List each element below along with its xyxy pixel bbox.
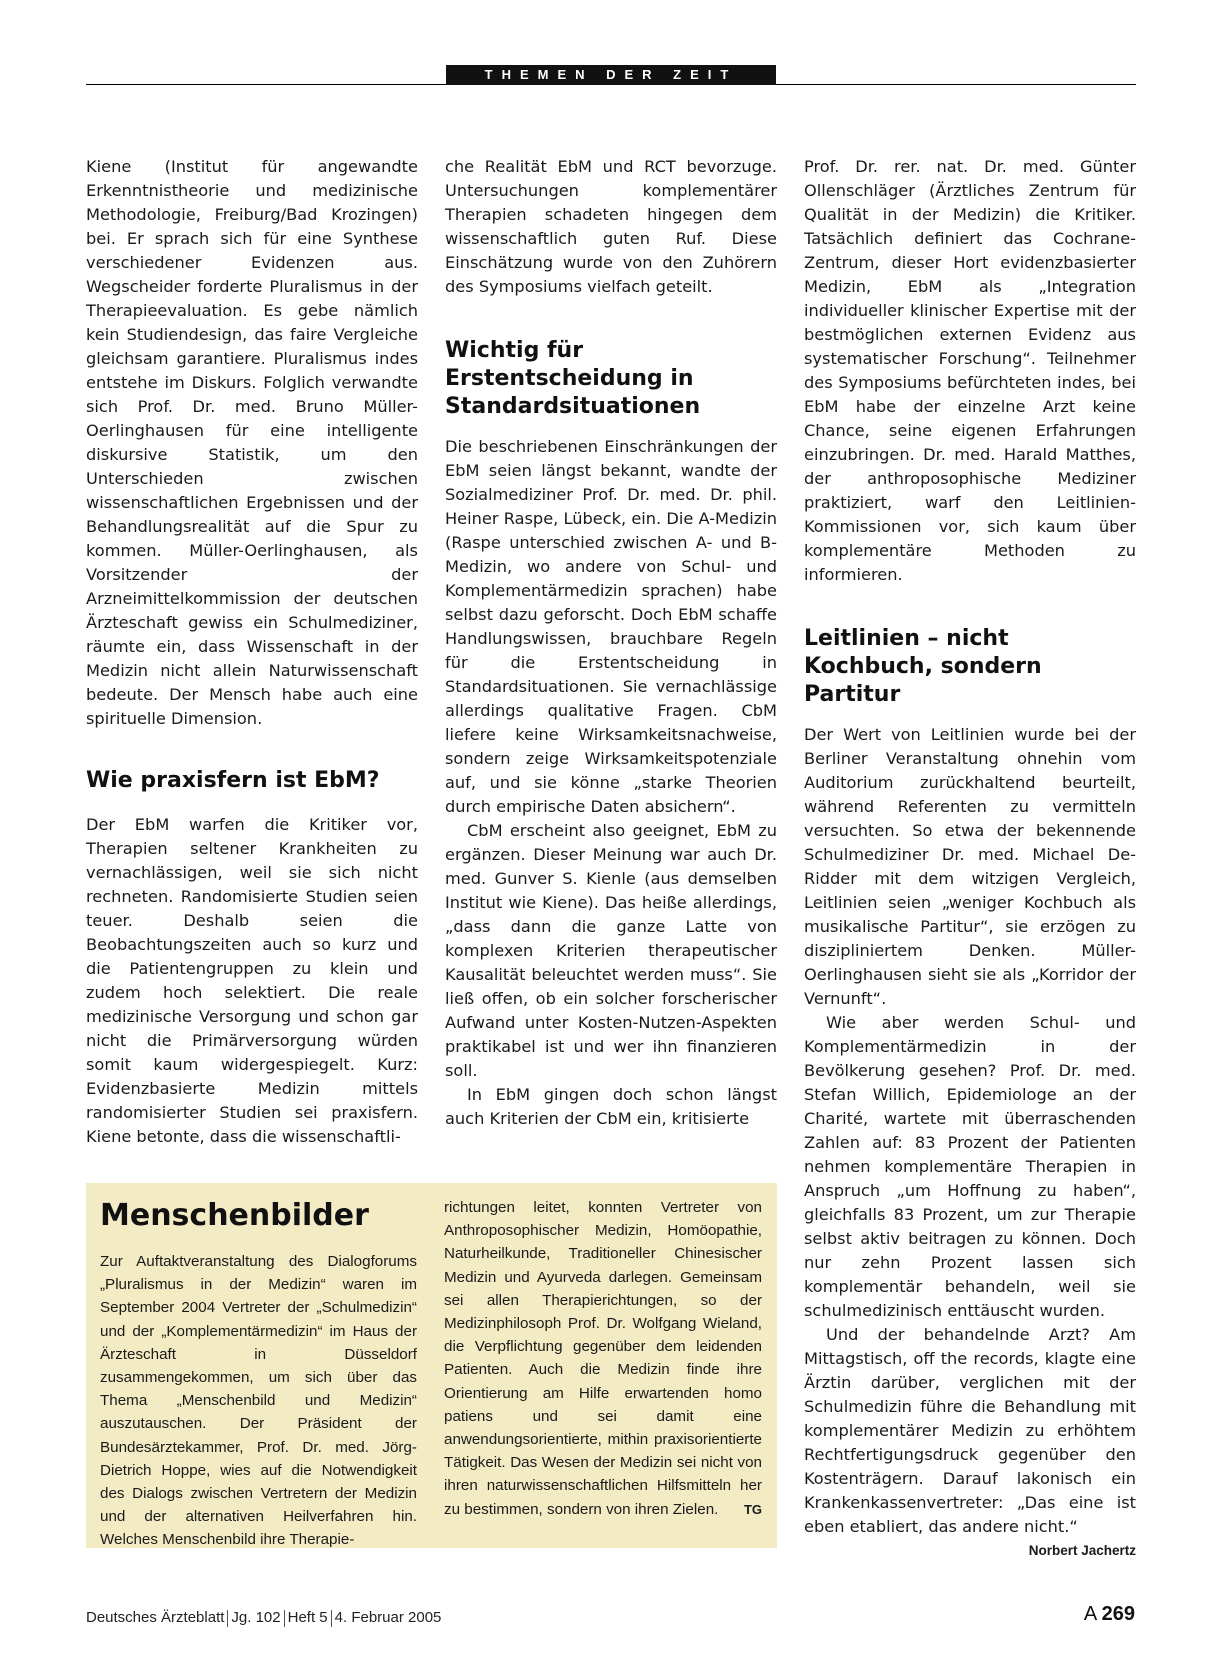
box-paragraph — [444, 1196, 762, 1521]
box-paragraph: Zur Auftaktveranstaltung des Dialogforums „Pluralismus in der Medizin“ waren im September 2004 Vertreter der „Schulmedizin“ und der „Komplementärmedizin“ im Haus der Ärzteschaft in Düsseldorf zusammengekommen, um sich über das Thema „Menschenbild und Medizin“ auszutauschen. Der Präsident der Bundesärztekammer, Prof. Dr. med. Jörg-Dietrich Hoppe, wies auf die Notwendigkeit des Dialogs zwischen Vertretern der Medizin und der alternativen Heilverfahren hin. Welches Menschenbild ihre Therapie- — [100, 1253, 417, 1549]
author-signature: Norbert Jachertz — [1028, 1543, 1136, 1558]
issue-date: 4. Februar 2005 — [334, 1609, 442, 1626]
separator — [284, 1610, 285, 1627]
paragraph: Die beschriebenen Einschränkungen der EbM seien längst bekannt, wandte der Sozialmediziner Prof. Dr. med. Dr. phil. Heiner Raspe, Lübeck, ein. Die A-Medizin (Raspe unterschied zwischen A- und B-Medizin, wo andere von Schul- und Komplementärmedizin sprachen) habe selbst dazu geforscht. Doch EbM schaffe Handlungswissen, brauchbare Regeln für die Erstentscheidung in Standardsituationen. Sie vernachlässige allerdings qualitative Fragen. CbM liefere keine Wirksamkeitsnachweise, sondern zeige Wirksamkeitspotenziale auf, und sie könne „starke Theorien durch empirische Daten absichern“. — [445, 437, 777, 816]
paragraph: Prof. Dr. rer. nat. Dr. med. Günter Ollenschläger (Ärztliches Zentrum für Qualität in der Medizin) die Kritiker. Tatsächlich definiert das Cochrane-Zentrum, dieser Hort evidenzbasierter Medizin, EbM als „Integration individueller klinischer Expertise mit der bestmöglichen externen Evidenz aus systematischer Forschung“. Teilnehmer des Symposiums befürchteten indes, bei EbM habe der einzelne Arzt keine Chance, seine eigenen Erfahrungen einzubringen. Dr. med. Harald Matthes, der anthroposophische Mediziner praktiziert, warf den Leitlinien-Kommissionen vor, sich kaum über komplementäre Methoden zu informieren. — [804, 157, 1136, 584]
journal-name: Deutsches Ärzteblatt — [86, 1609, 225, 1626]
paragraph: CbM erscheint also geeignet, EbM zu ergänzen. Dieser Meinung war auch Dr. med. Gunver S. Kienle (aus demselben Institut wie Kiene). Das heiße allerdings, „dass dann die ganze Latte von komplexen Kriterien therapeutischer Kausalität beleuchtet werden muss“. Sie ließ offen, ob ein solcher forscherischer Aufwand unter Kosten-Nutzen-Aspekten praktikabel ist und wer ihn finanzieren soll. — [445, 821, 777, 1080]
paragraph: Der Wert von Leitlinien wurde bei der Berliner Veranstaltung ohnehin vom Auditorium zurückhaltend beurteilt, während Referenten zu vermitteln versuchten. So etwa der bekennende Schulmediziner Dr. med. Michael De-Ridder mit dem witzigen Vergleich, Leitlinien seien „weniger Kochbuch als musikalische Partitur“, sie erzögen zu diszipliniertem Denken. Müller-Oerlinghausen sieht sie als „Korridor der Vernunft“. — [804, 725, 1136, 1008]
paragraph: Wie aber werden Schul- und Komplementärmedizin in der Bevölkerung gesehen? Prof. Dr. med. Stefan Willich, Epidemiologe an der Charité, wartete mit überraschenden Zahlen auf: 83 Prozent der Patienten nehmen komplementäre Therapien in Anspruch „um Hoffnung zu haben“, gleichfalls 83 Prozent, um zur Therapie selbst aktiv beitragen zu können. Doch nur zehn Prozent lassen sich komplementär behandeln, weil sie schulmedizinisch enttäuscht wurden. — [804, 1013, 1136, 1320]
box-initials: TG — [743, 1501, 762, 1517]
issue: Heft 5 — [287, 1609, 328, 1626]
paragraph: In EbM gingen doch schon längst auch Kriterien der CbM ein, kritisierte — [445, 1085, 777, 1128]
paragraph: che Realität EbM und RCT bevorzuge. Untersuchungen komplementärer Therapien schadeten hingegen dem wissenschaftlich guten Ruf. Diese Einschätzung wurde von den Zuhörern des Symposiums vielfach geteilt. — [445, 157, 777, 296]
separator — [331, 1610, 332, 1627]
footer-citation — [86, 1609, 441, 1627]
subheading: Wie praxisfern ist EbM? — [86, 768, 380, 793]
separator — [227, 1610, 228, 1627]
page-number-value: 269 — [1101, 1603, 1135, 1625]
box-paragraph-text: richtungen leitet, konnten Vertreter von Anthroposophischer Medizin, Homöopathie, Naturheilkunde, Traditioneller Chinesischer Medizin und Ayurveda darlegen. Gemeinsam sei allen Therapierichtungen, so der Medizinphilosoph Prof. Dr. Wolfgang Wieland, die Verpflichtung gegenüber dem leidenden Patienten. Auch die Medizin finde ihre Orientierung am Hilfe erwartenden homo patiens und sei damit eine anwendungsorientierte, mithin praxisorientierte Tätigkeit. Das Wesen der Medizin sei nicht von ihren naturwissenschaftlichen Hilfsmitteln her zu bestimmen, sondern von ihren Zielen. — [444, 1199, 762, 1518]
subheading: Wichtig für Erstentscheidung in Standardsituationen — [445, 338, 701, 419]
section-label: THEMEN DER ZEIT — [446, 65, 776, 85]
box-column-2 — [444, 1196, 762, 1521]
column-2 — [445, 155, 777, 1131]
sidebar-box — [86, 1183, 777, 1548]
box-column-1 — [100, 1250, 417, 1552]
page-number — [1084, 1603, 1135, 1626]
paragraph: Kiene (Institut für angewandte Erkenntnistheorie und medizinische Methodologie, Freiburg/Bad Krozingen) bei. Er sprach sich für eine Synthese verschiedener Evidenzen aus. Wegscheider forderte Pluralismus in der Therapieevaluation. Es gebe nämlich kein Studiendesign, das faire Vergleiche gleichsam garantiere. Pluralismus indes entstehe im Diskurs. Folglich verwandte sich Prof. Dr. med. Bruno Müller-Oerlinghausen für eine intelligente diskursive Statistik, um den Unterschieden zwischen wissenschaftlichen Ergebnissen und der Behandlungsrealität auf die Spur zu kommen. Müller-Oerlinghausen, als Vorsitzender der Arzneimittelkommission der deutschen Ärzteschaft gewiss ein Schulmediziner, räumte ein, dass Wissenschaft in der Medizin nicht allein Naturwissenschaft bedeute. Der Mensch habe auch eine spirituelle Dimension. — [86, 157, 418, 728]
paragraph: Der EbM warfen die Kritiker vor, Therapien seltener Krankheiten zu vernachlässigen, weil sie sich nicht rechneten. Randomisierte Studien seien teuer. Deshalb seien die Beobachtungszeiten auch so kurz und die Patientengruppen zu klein und zudem hoch selektiert. Die reale medizinische Versorgung und schon gar nicht die Primärversorgung würden somit kaum widergespiegelt. Kurz: Evidenzbasierte Medizin mittels randomisierter Studien sei praxisfern. Kiene betonte, dass die wissenschaftli- — [86, 815, 418, 1146]
volume: Jg. 102 — [231, 1609, 281, 1626]
box-title: Menschenbilder — [100, 1198, 369, 1233]
paragraph-text: Und der behandelnde Arzt? Am Mittagstisch, off the records, klagte eine Ärztin darüber, verglichen mit der Schulmedizin führe die Behandlung mit komplementärer Medizin zu erhöhtem Rechtfertigungsdruck gegenüber den Kostenträgern. Darauf lakonisch ein Krankenkassenvertreter: „Das eine ist eben etabliert, das andere nicht.“ — [804, 1325, 1136, 1536]
column-3 — [804, 155, 1136, 1563]
column-1 — [86, 155, 418, 1149]
page-prefix: A — [1083, 1603, 1097, 1625]
subheading: Leitlinien – nicht Kochbuch, sondern Partitur — [804, 626, 1042, 707]
paragraph — [804, 1323, 1136, 1558]
